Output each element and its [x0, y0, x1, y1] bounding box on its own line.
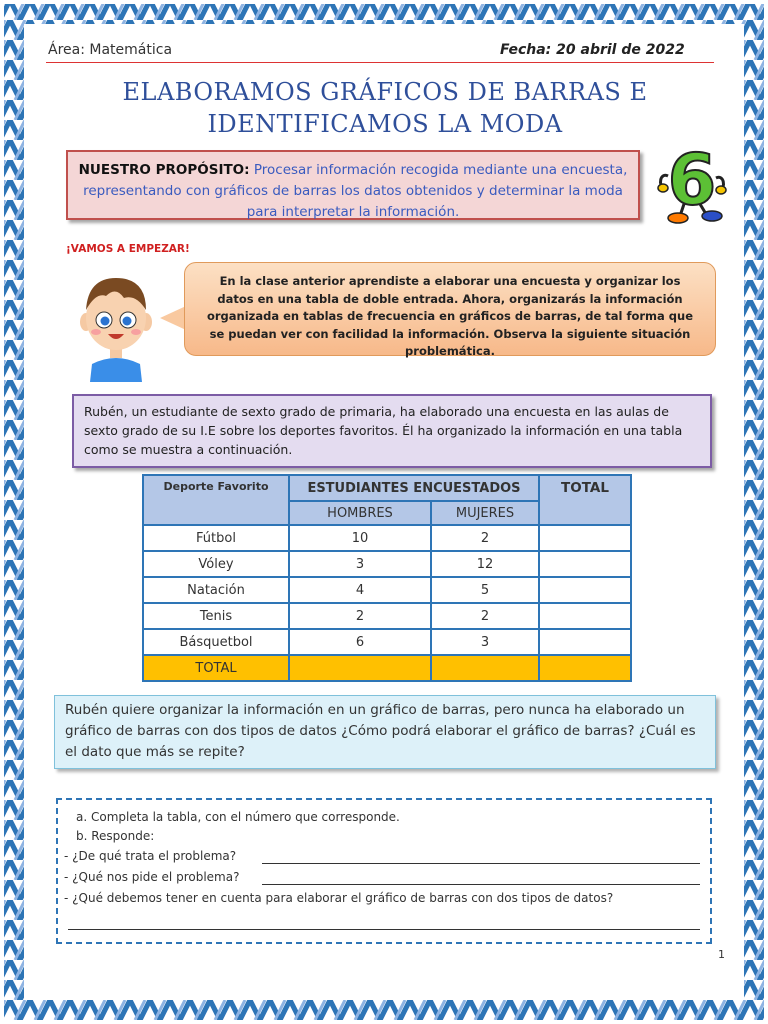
cell-total-blank[interactable] [539, 525, 631, 551]
cell-sport: Tenis [143, 603, 289, 629]
cell-sport: Vóley [143, 551, 289, 577]
purpose-label: NUESTRO PROPÓSITO: [78, 162, 250, 178]
title-line-1: ELABORAMOS GRÁFICOS DE BARRAS E [122, 78, 648, 106]
question-1: - ¿De qué trata el problema? [64, 849, 237, 863]
total-men-blank[interactable] [289, 655, 431, 681]
start-heading: ¡VAMOS A EMPEZAR! [66, 243, 190, 255]
number-six-mascot-icon [654, 138, 730, 224]
cell-men: 6 [289, 629, 431, 655]
table-row [143, 603, 631, 629]
cell-men: 2 [289, 603, 431, 629]
purpose-box [66, 150, 640, 220]
subject-area: Área: Matemática [48, 42, 173, 58]
table-row [143, 629, 631, 655]
purpose-text: Procesar información recogida mediante una encuesta, representando con gráficos de barras los datos obtenidos y determinar la moda para interpretar la información. [83, 162, 628, 220]
header-total: TOTAL [539, 475, 631, 525]
header-divider [46, 62, 714, 63]
page-number: 1 [718, 948, 725, 961]
task-a: a. Completa la tabla, con el número que corresponde. [76, 810, 400, 824]
header-women: MUJERES [431, 501, 539, 525]
total-total-blank[interactable] [539, 655, 631, 681]
cell-total-blank[interactable] [539, 577, 631, 603]
header-men: HOMBRES [289, 501, 431, 525]
speech-bubble-tail [160, 306, 186, 330]
cell-women: 3 [431, 629, 539, 655]
cell-sport: Básquetbol [143, 629, 289, 655]
answer-line-2[interactable] [262, 884, 700, 885]
cell-total-blank[interactable] [539, 603, 631, 629]
cell-women: 5 [431, 577, 539, 603]
speech-bubble: En la clase anterior aprendiste a elaborar una encuesta y organizar los datos en una tabla de doble entrada. Ahora, organizarás la información organizada en tablas de frecuencia en gráficos de barras, de tal forma que se puedan ver con facilidad la información. Observa la siguiente situación problemática. [184, 262, 716, 356]
grade-number: 6 [667, 139, 717, 221]
page-title [60, 76, 710, 140]
total-women-blank[interactable] [431, 655, 539, 681]
cell-sport: Fútbol [143, 525, 289, 551]
cell-men: 10 [289, 525, 431, 551]
cell-women: 2 [431, 603, 539, 629]
student-avatar-icon [76, 272, 156, 382]
task-b: b. Responde: [76, 829, 155, 843]
date-label: Fecha: 20 abril de 2022 [500, 42, 685, 58]
question-2: - ¿Qué nos pide el problema? [64, 870, 240, 884]
answer-line-3[interactable] [68, 929, 700, 930]
total-label: TOTAL [143, 655, 289, 681]
answer-line-1[interactable] [262, 863, 700, 864]
table-row [143, 525, 631, 551]
question-box: Rubén quiere organizar la información en un gráfico de barras, pero nunca ha elaborado un gráfico de barras con dos tipos de datos ¿Cómo podrá elaborar el gráfico de barras? ¿Cuál es el dato que más se repite? [54, 695, 716, 769]
table-row [143, 551, 631, 577]
cell-total-blank[interactable] [539, 629, 631, 655]
total-row [143, 655, 631, 681]
cell-women: 2 [431, 525, 539, 551]
cell-men: 3 [289, 551, 431, 577]
table-row [143, 577, 631, 603]
survey-table [142, 474, 632, 682]
cell-total-blank[interactable] [539, 551, 631, 577]
tasks-box [56, 798, 712, 944]
cell-sport: Natación [143, 577, 289, 603]
situation-box: Rubén, un estudiante de sexto grado de primaria, ha elaborado una encuesta en las aulas de sexto grado de su I.E sobre los deportes favoritos. Él ha organizado la información en una tabla como se muestra a continuación. [72, 394, 712, 468]
question-3: - ¿Qué debemos tener en cuenta para elaborar el gráfico de barras con dos tipos de datos? [64, 891, 614, 905]
header-surveyed: ESTUDIANTES ENCUESTADOS [289, 475, 539, 501]
header-sport: Deporte Favorito [143, 475, 289, 525]
title-line-2: IDENTIFICAMOS LA MODA [207, 110, 563, 138]
cell-men: 4 [289, 577, 431, 603]
cell-women: 12 [431, 551, 539, 577]
